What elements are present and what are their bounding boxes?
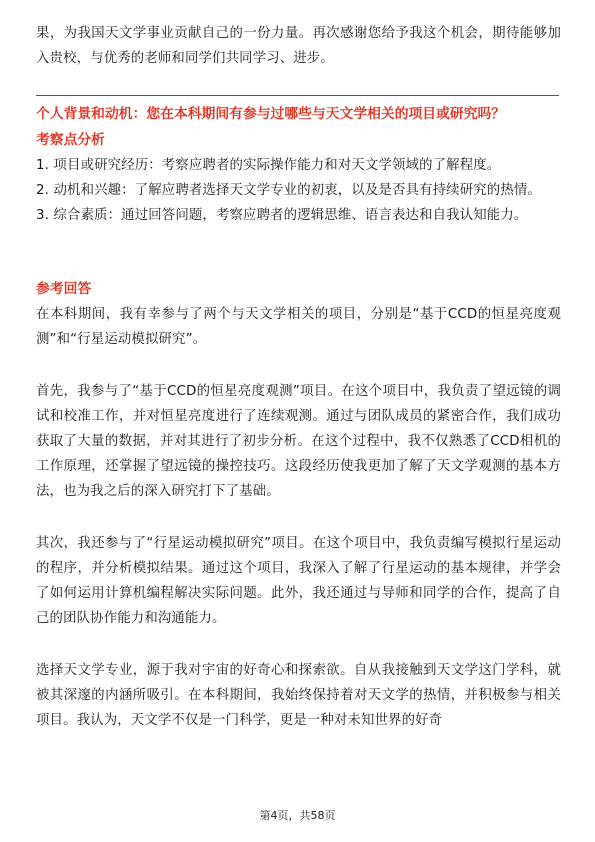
analysis-item-1: 1. 项目或研究经历：考察应聘者的实际操作能力和对天文学领域的了解程度。 (36, 158, 501, 173)
answer-label: 参考回答 (36, 281, 92, 297)
analysis-section (36, 128, 561, 228)
question-heading: 个人背景和动机：您在本科期间有参与过哪些与天文学相关的项目或研究吗？ (36, 106, 506, 122)
analysis-label: 考察点分析 (36, 132, 105, 148)
page-number-footer: 第4页，共58页 (259, 809, 336, 822)
answer-paragraph-4: 选择天文学专业，源于我对宇宙的好奇心和探索欲。自从我接触到天文学这门学科，就被其深邃的内涵所吸引。在本科期间，我始终保持着对天文学的热情，并积极参与相关项目。我认为，天文学不仅是一门科学，更是一种对未知世界的好奇 (36, 663, 561, 728)
intro-paragraph: 果，为我国天文学事业贡献自己的一份力量。再次感谢您给予我这个机会，期待能够加入贵校，与优秀的老师和同学们共同学习、进步。 (36, 26, 561, 66)
section-divider (36, 95, 559, 96)
analysis-item-3: 3. 综合素质：通过回答问题，考察应聘者的逻辑思维、语言表达和自我认知能力。 (36, 208, 528, 223)
answer-section (36, 277, 561, 733)
answer-paragraph-1: 在本科期间，我有幸参与了两个与天文学相关的项目，分别是“基于CCD的恒星亮度观测”和“行星运动模拟研究”。 (36, 307, 561, 347)
answer-paragraph-3: 其次，我还参与了“行星运动模拟研究”项目。在这个项目中，我负责编写模拟行星运动的程序，并分析模拟结果。通过这个项目，我深入了解了行星运动的基本规律，并学会了如何运用计算机编程解决实际问题。此外，我还通过与导师和同学的合作，提高了自己的团队协作能力和沟通能力。 (36, 536, 561, 626)
analysis-item-2: 2. 动机和兴趣：了解应聘者选择天文学专业的初衷，以及是否具有持续研究的热情。 (36, 183, 541, 198)
answer-paragraph-2: 首先，我参与了“基于CCD的恒星亮度观测”项目。在这个项目中，我负责了望远镜的调试和校准工作，并对恒星亮度进行了连续观测。通过与团队成员的紧密合作，我们成功获取了大量的数据，并对其进行了初步分析。在这个过程中，我不仅熟悉了CCD相机的工作原理，还掌握了望远镜的操控技巧。这段经历使我更加了解了天文学观测的基本方法，也为我之后的深入研究打下了基础。 (36, 384, 561, 499)
